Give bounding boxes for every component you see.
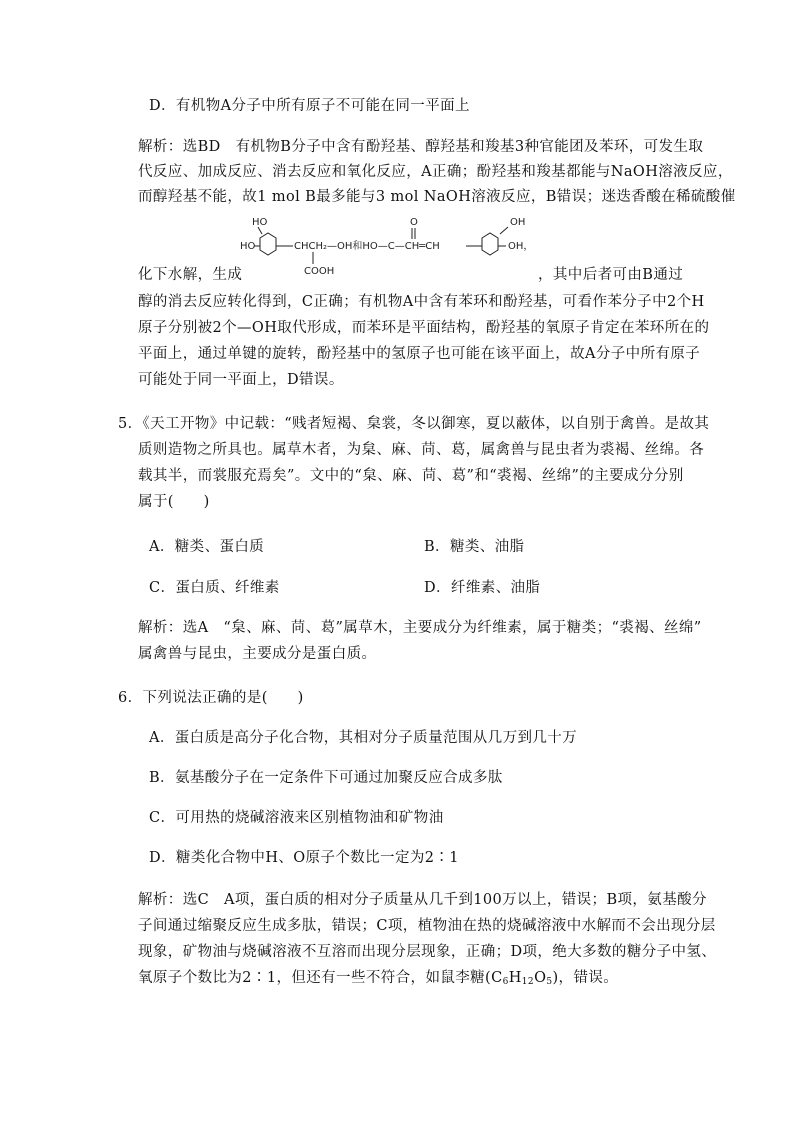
- q5-option-d: D．纤维素、油脂: [424, 580, 541, 596]
- q4-analysis-line-5: 醇的消去反应转化得到，C正确；有机物A中含有苯环和酚羟基，可看作苯分子中2个H: [138, 294, 705, 310]
- q6-option-c: C．可用热的烧碱溶液来区别植物油和矿物油: [149, 810, 444, 826]
- hydrolysis-products-structure: [238, 212, 558, 282]
- q4-analysis-line-2: 代反应、加成反应、消去反应和氧化反应，A正确；酚羟基和羧基都能与NaOH溶液反应，: [138, 164, 733, 180]
- q6-analysis-line-1: 解析：选C A项，蛋白质的相对分子质量从几千到100万以上，错误；B项，氨基酸分: [138, 892, 707, 908]
- q6-stem: 6．下列说法正确的是( ): [118, 690, 304, 706]
- q4-analysis-line-6: 原子分别被2个—OH取代形成，而苯环是平面结构，酚羟基的氧原子肯定在苯环所在的: [138, 320, 710, 336]
- cooh-label: COOH: [304, 266, 335, 277]
- oh-right-label: OH，: [508, 241, 534, 252]
- q6-option-b: B．氨基酸分子在一定条件下可通过加聚反应合成多肽: [149, 770, 503, 786]
- formula-sub-6: 6: [502, 977, 509, 987]
- q6-analysis-line-4a: 氧原子个数比为2∶1，但还有一些不符合，如鼠李糖(C: [138, 970, 503, 986]
- q6-analysis-line-2: 子间通过缩聚反应生成多肽，错误；C项，植物油在热的烧碱溶液中水解而不会出现分层: [138, 918, 716, 934]
- carbonyl-o-label: O: [410, 217, 418, 228]
- q5-stem-line-4: 属于( ): [138, 494, 210, 510]
- q4-analysis-line-1: 解析：选BD 有机物B分子中含有酚羟基、醇羟基和羧基3种官能团及苯环，可发生取: [138, 139, 704, 155]
- q5-option-c: C．蛋白质、纤维素: [149, 580, 280, 596]
- q4-analysis-line-7: 平面上，通过单键的旋转，酚羟基中的氢原子也可能在该平面上，故A分子中所有原子: [138, 346, 701, 362]
- q5-stem-line-3: 载其半，而裳服充焉矣”。文中的“枲、麻、苘、葛”和“裘褐、丝绵”的主要成分分别: [138, 468, 684, 484]
- q4-option-d: D．有机物A分子中所有原子不可能在同一平面上: [149, 98, 470, 114]
- q4-analysis-line-8: 可能处于同一平面上，D错误。: [138, 372, 344, 388]
- formula-sub-5: 5: [546, 977, 553, 987]
- q6-analysis-line-4b: )，错误。: [552, 970, 619, 986]
- ho-top-label: HO: [252, 217, 268, 228]
- q6-option-d: D．糖类化合物中H、O原子个数比一定为2∶1: [149, 850, 459, 866]
- q5-analysis-line-2: 属禽兽与昆虫，主要成分是蛋白质。: [138, 646, 377, 662]
- chain-label: CHCH₂—OH和HO—C—CH═CH: [294, 241, 440, 252]
- q5-option-b: B．糖类、油脂: [424, 539, 525, 555]
- ho-left-label: HO: [240, 241, 256, 252]
- q4-analysis-line-4b: ，其中后者可由B通过: [538, 267, 684, 283]
- formula-h: H: [508, 970, 522, 986]
- q5-analysis-line-1: 解析：选A “枲、麻、苘、葛”属草木，主要成分为纤维素，属于糖类；“裘褐、丝绵”: [138, 620, 702, 636]
- q6-analysis-line-4: [138, 968, 618, 992]
- q5-stem-line-1: 5．《天工开物》中记载：“贱者短褐、枲裳，冬以御寒，夏以蔽体，以自别于禽兽。是故其: [118, 416, 710, 432]
- q4-analysis-line-4a: 化下水解，生成: [138, 267, 243, 283]
- q6-analysis-line-3: 现象，矿物油与烧碱溶液不互溶而出现分层现象，正确；D项，绝大多数的糖分子中氢、: [138, 944, 717, 960]
- formula-sub-12: 12: [521, 977, 535, 987]
- formula-o: O: [534, 970, 547, 986]
- oh-top-label: OH: [510, 217, 526, 228]
- q5-option-a: A．糖类、蛋白质: [149, 539, 265, 555]
- q5-stem-line-2: 质则造物之所具也。属草木者，为枲、麻、苘、葛，属禽兽与昆虫者为裘褐、丝绵。各: [138, 442, 705, 458]
- q6-option-a: A．蛋白质是高分子化合物，其相对分子质量范围从几万到几十万: [149, 730, 578, 746]
- q4-analysis-line-3: 而醇羟基不能，故1 mol B最多能与3 mol NaOH溶液反应，B错误；迷迭香酸在稀硫酸催: [138, 189, 736, 205]
